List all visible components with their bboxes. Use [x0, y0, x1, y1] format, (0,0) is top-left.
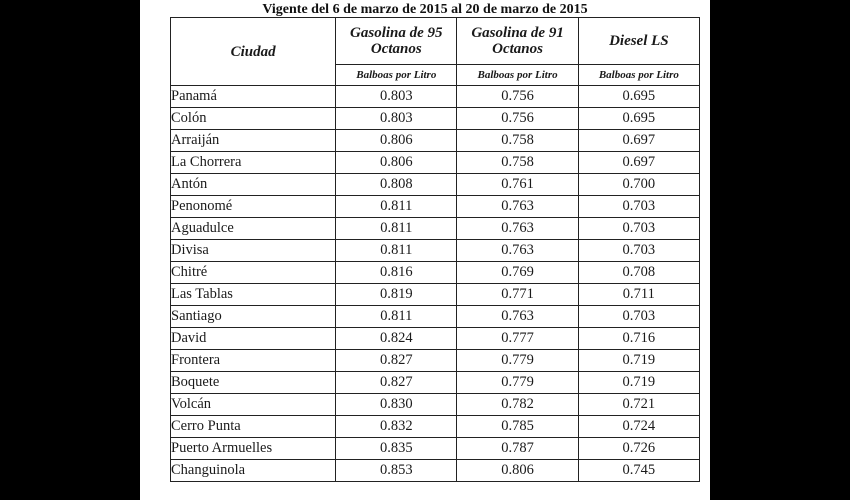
table-row: [171, 306, 700, 328]
unit-label: Balboas por Litro: [457, 65, 578, 86]
table-row: [171, 372, 700, 394]
gasoline-91-cell: 0.761: [457, 174, 578, 196]
gasoline-95-cell: 0.811: [336, 196, 457, 218]
gasoline-95-cell: 0.827: [336, 350, 457, 372]
city-cell: Arraiján: [171, 130, 336, 152]
table-row: [171, 86, 700, 108]
diesel-cell: 0.703: [578, 306, 699, 328]
header-row: [171, 18, 700, 65]
diesel-cell: 0.708: [578, 262, 699, 284]
gasoline-91-cell: 0.782: [457, 394, 578, 416]
city-cell: Boquete: [171, 372, 336, 394]
table-row: [171, 394, 700, 416]
city-cell: Frontera: [171, 350, 336, 372]
city-cell: Changuinola: [171, 460, 336, 482]
gasoline-91-cell: 0.763: [457, 196, 578, 218]
gasoline-95-cell: 0.832: [336, 416, 457, 438]
diesel-cell: 0.700: [578, 174, 699, 196]
gasoline-91-cell: 0.777: [457, 328, 578, 350]
gasoline-95-cell: 0.835: [336, 438, 457, 460]
diesel-cell: 0.703: [578, 240, 699, 262]
gasoline-91-cell: 0.771: [457, 284, 578, 306]
table-row: [171, 328, 700, 350]
table-body: [171, 86, 700, 482]
header-gasoline-91: Gasolina de 91 Octanos: [457, 18, 578, 65]
city-cell: Colón: [171, 108, 336, 130]
diesel-cell: 0.745: [578, 460, 699, 482]
header-city: Ciudad: [171, 18, 336, 86]
gasoline-91-cell: 0.756: [457, 86, 578, 108]
gasoline-95-cell: 0.811: [336, 218, 457, 240]
diesel-cell: 0.703: [578, 196, 699, 218]
diesel-cell: 0.695: [578, 86, 699, 108]
city-cell: Santiago: [171, 306, 336, 328]
city-cell: Chitré: [171, 262, 336, 284]
gasoline-91-cell: 0.769: [457, 262, 578, 284]
unit-label: Balboas por Litro: [578, 65, 699, 86]
city-cell: Volcán: [171, 394, 336, 416]
gasoline-91-cell: 0.756: [457, 108, 578, 130]
gasoline-91-cell: 0.787: [457, 438, 578, 460]
city-cell: Puerto Armuelles: [171, 438, 336, 460]
city-cell: Cerro Punta: [171, 416, 336, 438]
gasoline-95-cell: 0.811: [336, 240, 457, 262]
table-row: [171, 218, 700, 240]
table-row: [171, 152, 700, 174]
gasoline-91-cell: 0.785: [457, 416, 578, 438]
diesel-cell: 0.719: [578, 372, 699, 394]
gasoline-95-cell: 0.808: [336, 174, 457, 196]
diesel-cell: 0.703: [578, 218, 699, 240]
gasoline-95-cell: 0.811: [336, 306, 457, 328]
diesel-cell: 0.697: [578, 130, 699, 152]
gasoline-91-cell: 0.806: [457, 460, 578, 482]
validity-title: Vigente del 6 de marzo de 2015 al 20 de marzo de 2015: [262, 2, 588, 17]
city-cell: Panamá: [171, 86, 336, 108]
diesel-cell: 0.716: [578, 328, 699, 350]
fuel-price-table: [170, 17, 700, 482]
city-cell: Las Tablas: [171, 284, 336, 306]
table-row: [171, 416, 700, 438]
city-cell: Antón: [171, 174, 336, 196]
city-cell: Aguadulce: [171, 218, 336, 240]
gasoline-91-cell: 0.763: [457, 240, 578, 262]
gasoline-95-cell: 0.853: [336, 460, 457, 482]
gasoline-91-cell: 0.779: [457, 350, 578, 372]
gasoline-91-cell: 0.779: [457, 372, 578, 394]
diesel-cell: 0.721: [578, 394, 699, 416]
gasoline-95-cell: 0.803: [336, 108, 457, 130]
diesel-cell: 0.695: [578, 108, 699, 130]
gasoline-91-cell: 0.758: [457, 152, 578, 174]
diesel-cell: 0.724: [578, 416, 699, 438]
diesel-cell: 0.697: [578, 152, 699, 174]
table-row: [171, 240, 700, 262]
table-row: [171, 196, 700, 218]
unit-label: Balboas por Litro: [336, 65, 457, 86]
table-row: [171, 350, 700, 372]
city-cell: Divisa: [171, 240, 336, 262]
header-gasoline-95: Gasolina de 95 Octanos: [336, 18, 457, 65]
city-cell: Penonomé: [171, 196, 336, 218]
diesel-cell: 0.719: [578, 350, 699, 372]
gasoline-95-cell: 0.816: [336, 262, 457, 284]
diesel-cell: 0.726: [578, 438, 699, 460]
table-row: [171, 108, 700, 130]
gasoline-95-cell: 0.803: [336, 86, 457, 108]
table-row: [171, 262, 700, 284]
table-row: [171, 174, 700, 196]
gasoline-95-cell: 0.830: [336, 394, 457, 416]
table-row: [171, 438, 700, 460]
gasoline-95-cell: 0.824: [336, 328, 457, 350]
gasoline-91-cell: 0.763: [457, 306, 578, 328]
gasoline-95-cell: 0.827: [336, 372, 457, 394]
city-cell: La Chorrera: [171, 152, 336, 174]
diesel-cell: 0.711: [578, 284, 699, 306]
city-cell: David: [171, 328, 336, 350]
table-row: [171, 130, 700, 152]
table-row: [171, 284, 700, 306]
table-row: [171, 460, 700, 482]
gasoline-91-cell: 0.763: [457, 218, 578, 240]
gasoline-91-cell: 0.758: [457, 130, 578, 152]
gasoline-95-cell: 0.819: [336, 284, 457, 306]
document-page: [140, 0, 710, 500]
gasoline-95-cell: 0.806: [336, 130, 457, 152]
header-diesel: Diesel LS: [578, 18, 699, 65]
gasoline-95-cell: 0.806: [336, 152, 457, 174]
